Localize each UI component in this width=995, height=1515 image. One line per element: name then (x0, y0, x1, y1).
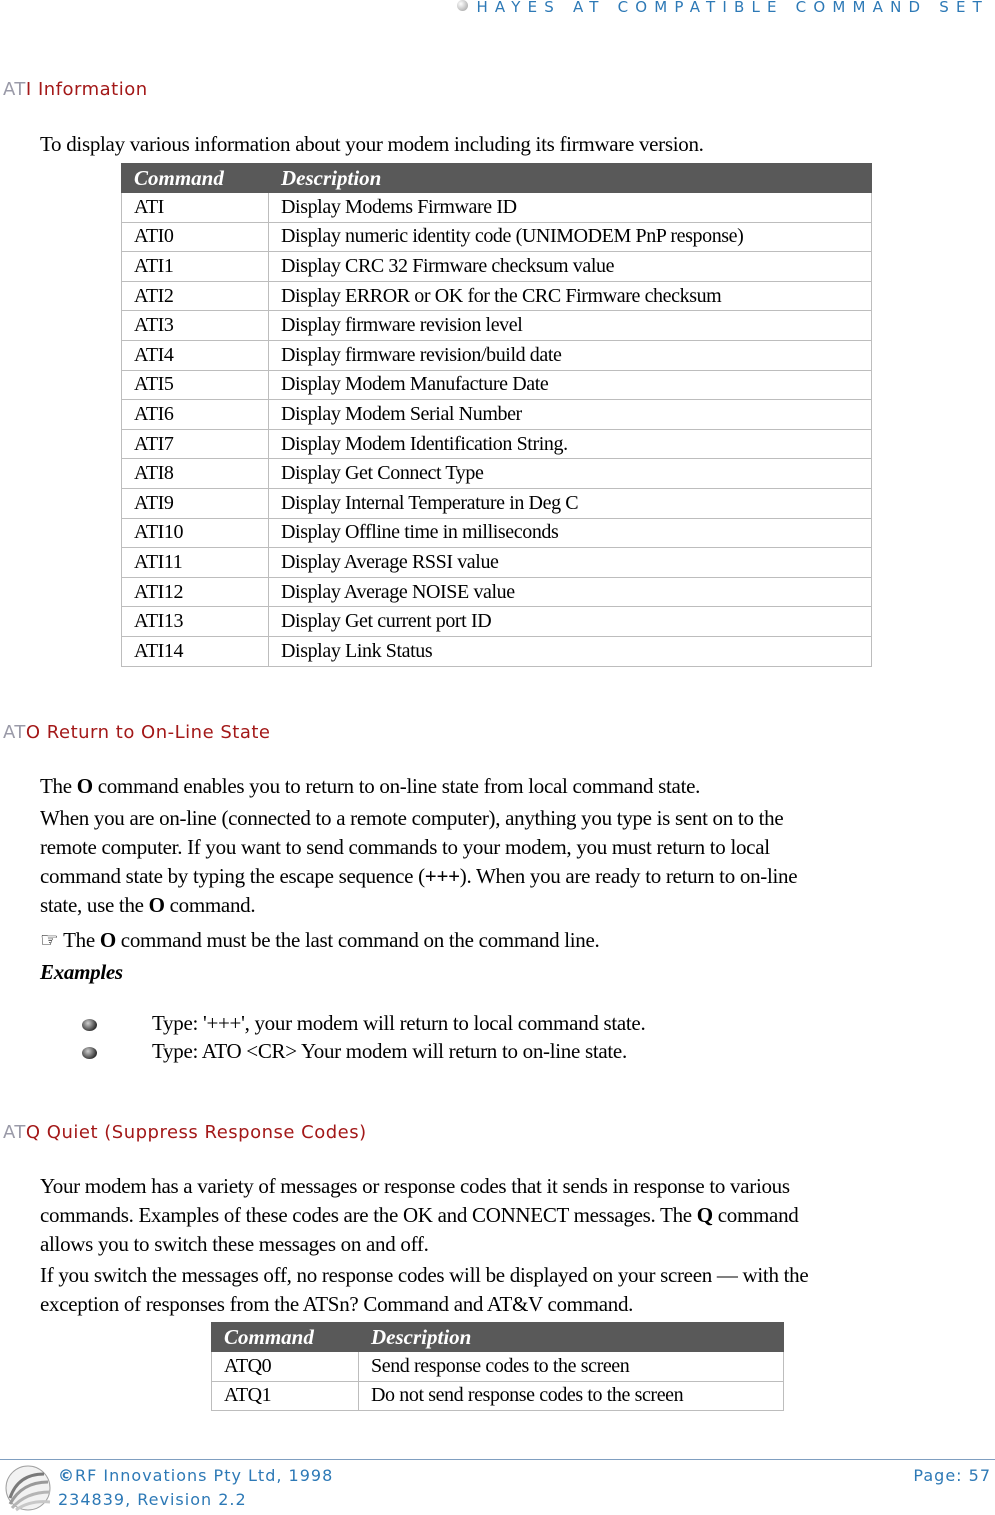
column-header-command: Command (122, 164, 269, 193)
description-cell: Display numeric identity code (UNIMODEM PnP response) (269, 222, 872, 252)
text: The (58, 928, 100, 952)
section-prefix: AT (3, 1122, 26, 1143)
text-line (40, 891, 797, 920)
pointing-hand-icon: ☞ (40, 928, 59, 952)
description-cell: Display ERROR or OK for the CRC Firmware checksum (269, 281, 872, 311)
footer-page-number: Page: 57 (913, 1466, 991, 1485)
column-header-description: Description (359, 1323, 784, 1352)
ati-command-table (121, 163, 872, 667)
table-row (122, 252, 872, 282)
company-logo-icon (4, 1464, 52, 1512)
examples-heading: Examples (40, 960, 123, 984)
command-cell: ATQ0 (212, 1352, 359, 1382)
table-row (122, 636, 872, 666)
ato-paragraph-1 (40, 772, 700, 801)
atq-table-body (212, 1352, 784, 1411)
text-line: Your modem has a variety of messages or response codes that it sends in response to various (40, 1174, 790, 1198)
command-cell: ATI5 (122, 370, 269, 400)
text: ). When you are ready to return to on-line (459, 864, 798, 888)
description-cell: Display Get current port ID (269, 607, 872, 637)
description-cell: Display Link Status (269, 636, 872, 666)
table-row (122, 222, 872, 252)
table-row (122, 459, 872, 489)
section-prefix: AT (3, 79, 26, 100)
command-cell: ATI14 (122, 636, 269, 666)
command-letter: O (148, 893, 165, 917)
command-cell: ATI (122, 193, 269, 223)
description-cell: Display Modem Manufacture Date (269, 370, 872, 400)
footer-divider (0, 1459, 995, 1460)
description-cell: Display Average RSSI value (269, 548, 872, 578)
text-line: remote computer. If you want to send commands to your modem, you must return to local (40, 835, 770, 859)
table-header-row (122, 164, 872, 193)
ati-intro: To display various information about your modem including its firmware version. (40, 132, 704, 156)
table-row (122, 518, 872, 548)
text: command must be the last command on the command line. (115, 928, 600, 952)
text-line: If you switch the messages off, no response codes will be displayed on your screen — with the (40, 1263, 809, 1287)
text-line: exception of responses from the ATSn? Command and AT&V command. (40, 1292, 634, 1316)
column-header-description: Description (269, 164, 872, 193)
section-heading-ati (3, 79, 148, 100)
section-heading-atq (3, 1122, 367, 1143)
command-letter: O (76, 774, 93, 798)
text: command enables you to return to on-line state from local command state. (92, 774, 701, 798)
description-cell: Display Modems Firmware ID (269, 193, 872, 223)
example-item: Type: '+++', your modem will return to local command state. (152, 1011, 646, 1035)
table-row (122, 370, 872, 400)
example-item: Type: ATO <CR> Your modem will return to on-line state. (152, 1039, 627, 1063)
bullet-icon (457, 0, 468, 11)
command-cell: ATI11 (122, 548, 269, 578)
table-row (122, 577, 872, 607)
column-header-command: Command (212, 1323, 359, 1352)
text: command (712, 1203, 799, 1227)
command-cell: ATI7 (122, 429, 269, 459)
text-line: When you are on-line (connected to a remote computer), anything you type is sent on to the (40, 806, 784, 830)
section-title: Q Quiet (Suppress Response Codes) (25, 1122, 367, 1143)
text-line: allows you to switch these messages on and off. (40, 1232, 429, 1256)
text: command state by typing the escape sequence ( (40, 864, 425, 888)
description-cell: Display Modem Identification String. (269, 429, 872, 459)
description-cell: Display Modem Serial Number (269, 400, 872, 430)
section-prefix: AT (3, 722, 26, 743)
description-cell: Display Internal Temperature in Deg C (269, 488, 872, 518)
text: commands. Examples of these codes are the OK and CONNECT messages. The (40, 1203, 697, 1227)
description-cell: Display firmware revision/build date (269, 340, 872, 370)
table-row (212, 1352, 784, 1382)
description-cell: Do not send response codes to the screen (359, 1381, 784, 1411)
ati-table-body (122, 193, 872, 667)
description-cell: Display CRC 32 Firmware checksum value (269, 252, 872, 282)
table-row (122, 193, 872, 223)
table-header-row (212, 1323, 784, 1352)
command-cell: ATI6 (122, 400, 269, 430)
table-row (122, 281, 872, 311)
command-cell: ATI10 (122, 518, 269, 548)
ato-paragraph-2 (40, 804, 797, 920)
section-heading-ato (3, 722, 271, 743)
escape-sequence: +++ (424, 864, 460, 888)
description-cell: Display Offline time in milliseconds (269, 518, 872, 548)
command-cell: ATI13 (122, 607, 269, 637)
command-cell: ATI2 (122, 281, 269, 311)
footer-company (58, 1466, 333, 1485)
text: state, use the (40, 893, 149, 917)
table-row (122, 607, 872, 637)
table-row (122, 488, 872, 518)
atq-paragraph-1 (40, 1172, 798, 1259)
command-cell: ATI9 (122, 488, 269, 518)
command-cell: ATI1 (122, 252, 269, 282)
command-letter: O (99, 928, 116, 952)
company-name: RF Innovations Pty Ltd, 1998 (75, 1466, 334, 1485)
text-line (40, 1201, 798, 1230)
atq-command-table (211, 1322, 784, 1411)
command-cell: ATI12 (122, 577, 269, 607)
command-cell: ATI3 (122, 311, 269, 341)
command-letter: Q (696, 1203, 713, 1227)
table-row (212, 1381, 784, 1411)
command-cell: ATQ1 (212, 1381, 359, 1411)
table-row (122, 400, 872, 430)
description-cell: Send response codes to the screen (359, 1352, 784, 1382)
table-row (122, 311, 872, 341)
copyright-icon: © (58, 1466, 75, 1485)
table-row (122, 548, 872, 578)
text: command. (164, 893, 256, 917)
text-line (40, 862, 797, 891)
running-header (457, 0, 989, 16)
footer-doc-number: 234839, Revision 2.2 (58, 1490, 247, 1509)
description-cell: Display firmware revision level (269, 311, 872, 341)
running-header-title: HAYES AT COMPATIBLE COMMAND SET (476, 0, 989, 16)
bullet-icon (82, 1047, 97, 1059)
command-cell: ATI8 (122, 459, 269, 489)
atq-paragraph-2 (40, 1261, 808, 1319)
command-cell: ATI4 (122, 340, 269, 370)
description-cell: Display Get Connect Type (269, 459, 872, 489)
description-cell: Display Average NOISE value (269, 577, 872, 607)
table-row (122, 429, 872, 459)
section-title: I Information (25, 79, 148, 100)
ato-note (40, 926, 599, 955)
command-cell: ATI0 (122, 222, 269, 252)
text: The (40, 774, 77, 798)
bullet-icon (82, 1019, 97, 1031)
table-row (122, 340, 872, 370)
section-title: O Return to On-Line State (25, 722, 271, 743)
